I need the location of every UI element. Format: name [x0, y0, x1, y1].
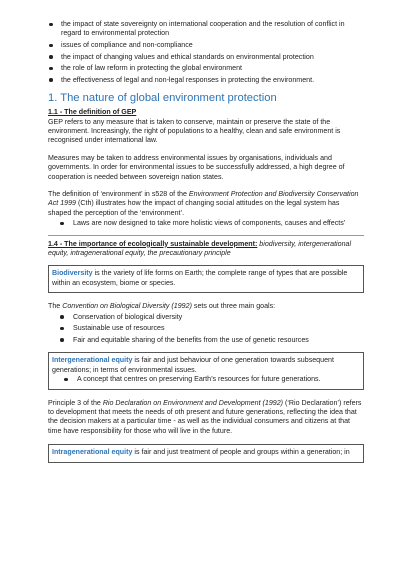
bullet-icon: [49, 67, 53, 71]
subsection-title-gep: 1.1 - The definition of GEP: [48, 108, 137, 117]
document-page: [48, 20, 364, 472]
list-item: the impact of state sovereignty on international cooperation and the resolution of conflict in regard to environmental protection: [48, 20, 364, 39]
list-item: the role of law reform in protecting the global environment: [48, 64, 364, 73]
list-item: issues of compliance and non-compliance: [48, 41, 364, 50]
intragenerational-term: Intragenerational equity: [52, 448, 133, 457]
bullet-icon: [49, 23, 53, 27]
bullet-icon: [60, 315, 64, 319]
bullet-icon: [64, 378, 68, 382]
intergenerational-term: Intergenerational equity: [52, 356, 133, 365]
bullet-icon: [49, 44, 53, 48]
list-item: Fair and equitable sharing of the benefits from the use of genetic resources: [48, 336, 364, 345]
subsection-title-esd: 1.4 - The importance of ecologically sustainable development: biodiversity, intergenerational equity, intragenerational equity, the precautionary principle: [48, 239, 352, 258]
bullet-icon: [60, 327, 64, 331]
intragenerational-equity-box: Intragenerational equity is fair and just treatment of people and groups within a generation; in: [48, 444, 364, 462]
environment-definition-paragraph: The definition of ‘environment’ in s528 of the Environment Protection and Biodiversity Conservation Act 1999 (Cth) illustrates how the impact of changing social attitudes on the legal system has shaped the perception of the ‘environment’.: [48, 190, 359, 217]
biodiversity-definition-box: Biodiversity is the variety of life forms on Earth; the complete range of types that are possible within an ecosystem, biome or species.: [48, 265, 364, 293]
laws-bullet-list: [48, 219, 364, 228]
intergenerational-equity-box: Intergenerational equity is fair and just behaviour of one generation towards subsequent generations; in terms of environmental issues. A concept that centres on preserving Earth’s resources for future generations.: [48, 352, 364, 389]
list-item: Sustainable use of resources: [48, 324, 364, 333]
gep-definition-paragraph: GEP refers to any measure that is taken to conserve, maintain or preserve the state of the environment. Increasingly, the right of populations to a healthy, clean and safe environment is recognised under international law.: [48, 117, 341, 145]
rio-declaration-paragraph: Principle 3 of the Rio Declaration on Environment and Development (1992) (‘Rio Declaration’) refers to development that meets the needs of oth present and future generations, reflecting the idea that the decision makers at a particular time - as well as the individual consumers and citizens at that time have responsibility for those who will live in the future.: [48, 398, 362, 435]
list-item: A concept that centres on preserving Earth’s resources for future generations.: [52, 375, 360, 384]
declaration-title: Rio Declaration on Environment and Development (1992): [102, 398, 284, 407]
convention-title: Convention on Biological Diversity (1992): [62, 302, 192, 311]
intro-bullet-list: [48, 20, 364, 85]
section-heading: 1. The nature of global environment protection: [48, 92, 277, 105]
biodiversity-term: Biodiversity: [52, 269, 93, 278]
bullet-icon: [60, 222, 64, 226]
bullet-icon: [49, 78, 53, 82]
measures-paragraph: Measures may be taken to address environmental issues by organisations, individuals and governments. In order for environmental issues to be successfully addressed, a high degree of cooperation is needed between sovereign nation states.: [48, 153, 345, 181]
act-title: Environment Protection and Biodiversity Conservation Act 1999: [48, 190, 359, 208]
list-item: Laws are now designed to take more holistic views of components, causes and effects’: [48, 219, 364, 228]
list-item: Conservation of biological diversity: [48, 313, 364, 322]
list-item: the impact of changing values and ethical standards on environmental protection: [48, 53, 364, 62]
list-item: the effectiveness of legal and non-legal responses in protecting the environment.: [48, 76, 364, 85]
cbd-paragraph: The Convention on Biological Diversity (1992) sets out three main goals:: [48, 302, 276, 311]
bullet-icon: [60, 338, 64, 342]
bullet-icon: [49, 55, 53, 59]
divider: [48, 235, 364, 236]
cbd-goals-list: [48, 313, 364, 346]
intergenerational-bullet-list: [52, 375, 360, 384]
